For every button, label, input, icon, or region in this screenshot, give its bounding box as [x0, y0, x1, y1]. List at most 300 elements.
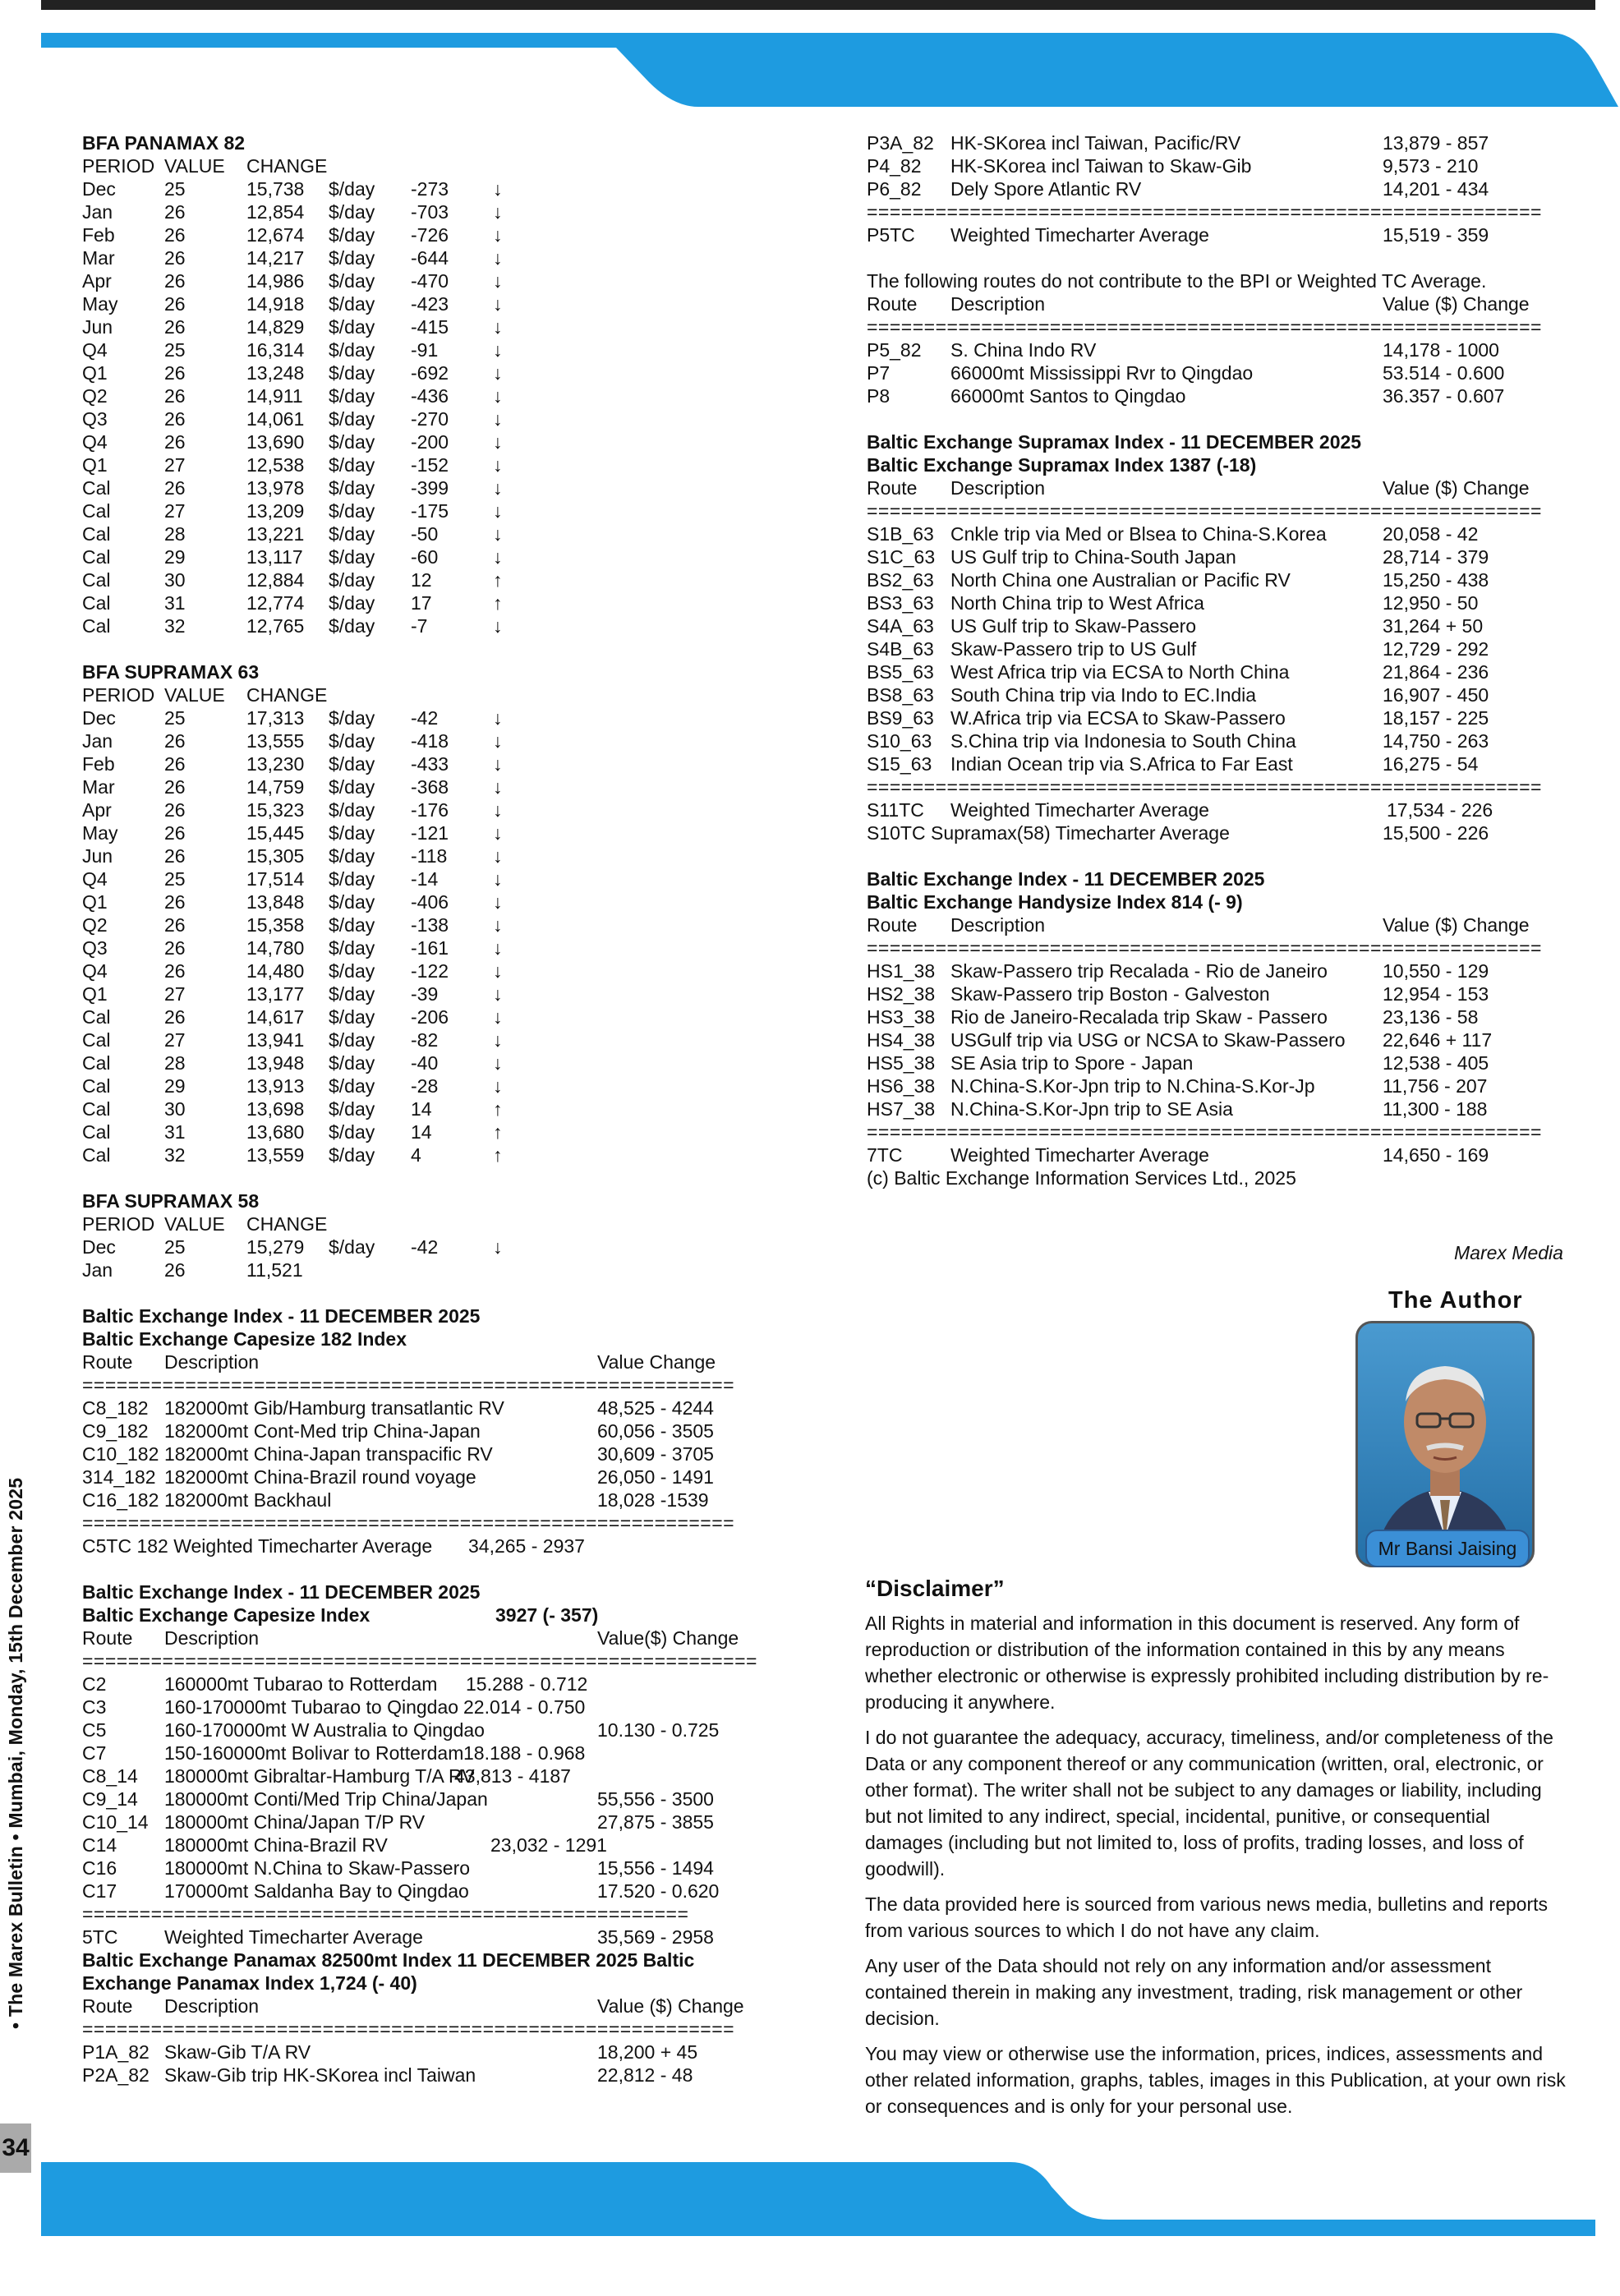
route-row: [867, 614, 1573, 637]
change: -418: [411, 730, 449, 752]
panamax-index-header: [82, 1995, 805, 2018]
period-row: [82, 706, 805, 729]
route-code: P2A_82: [82, 2064, 150, 2086]
trend-arrow-icon: ↑: [493, 1098, 503, 1120]
year: 25: [164, 339, 186, 361]
period-row: [82, 821, 805, 844]
route-value: 53.514 - 0.600: [1383, 362, 1505, 384]
side-label: [0, 1477, 33, 2128]
period: Dec: [82, 707, 116, 729]
trend-arrow-icon: ↓: [493, 753, 503, 775]
change: -368: [411, 776, 449, 798]
change: -40: [411, 1052, 439, 1074]
route-description: 66000mt Mississippi Rvr to Qingdao: [950, 362, 1254, 384]
trend-arrow-icon: ↓: [493, 1236, 503, 1258]
trend-arrow-icon: ↓: [493, 822, 503, 844]
change: -60: [411, 546, 439, 568]
avg-value: 14,650 - 169: [1383, 1144, 1489, 1166]
period-row: [82, 982, 805, 1005]
unit: $/day: [329, 868, 375, 890]
change: -726: [411, 224, 449, 246]
route-description: 170000mt Saldanha Bay to Qingdao: [164, 1880, 469, 1902]
route-value: 21,864 - 236: [1383, 661, 1489, 683]
avg-value: 17,534 - 226: [1387, 799, 1493, 821]
route-row: [867, 1005, 1573, 1028]
year: 32: [164, 615, 186, 637]
route-code: C9_182: [82, 1420, 149, 1442]
header-description: Description: [950, 477, 1046, 499]
unit: $/day: [329, 454, 375, 476]
route-description: North China trip to West Africa: [950, 592, 1204, 614]
header-route: Route: [82, 1627, 133, 1649]
trend-arrow-icon: ↓: [493, 1029, 503, 1051]
route-row: [867, 637, 1573, 660]
separator: ===========================================================: [867, 1121, 1542, 1143]
unit: $/day: [329, 753, 375, 775]
route-description: South China trip via Indo to EC.India: [950, 684, 1257, 706]
value: 17,514: [246, 868, 305, 890]
header-description: Description: [164, 1995, 260, 2017]
route-value: 12,729 - 292: [1383, 638, 1489, 660]
year: 26: [164, 385, 186, 407]
year: 26: [164, 293, 186, 315]
unit: $/day: [329, 247, 375, 269]
trend-arrow-icon: ↓: [493, 776, 503, 798]
route-row: [867, 568, 1573, 591]
period: Q4: [82, 339, 108, 361]
year: 30: [164, 569, 186, 591]
avg-code: P5TC: [867, 224, 915, 246]
panamax82-title: BFA PANAMAX 82: [82, 132, 246, 154]
route-value: 16,275 - 54: [1383, 753, 1479, 775]
route-description: 182000mt China-Brazil round voyage: [164, 1466, 476, 1488]
trend-arrow-icon: ↓: [493, 1075, 503, 1097]
year: 26: [164, 201, 186, 223]
unit: $/day: [329, 316, 375, 338]
unit: $/day: [329, 983, 375, 1005]
capesize182-header: [82, 1350, 805, 1373]
route-description: Skaw-Passero trip Recalada - Rio de Janeiro: [950, 960, 1328, 982]
route-code: C16_182: [82, 1489, 159, 1511]
period: Apr: [82, 270, 112, 292]
trend-arrow-icon: ↑: [493, 592, 503, 614]
change: -644: [411, 247, 449, 269]
author-name: Mr Bansi Jaising: [1365, 1530, 1530, 1567]
value: 14,217: [246, 247, 305, 269]
trend-arrow-icon: ↓: [493, 339, 503, 361]
unit: $/day: [329, 270, 375, 292]
year: 27: [164, 1029, 186, 1051]
period-row: [82, 568, 805, 591]
panamax-index-title-line1: Baltic Exchange Panamax 82500mt Index 11 DECEMBER 2025 Baltic: [82, 1949, 695, 1971]
left-column: [82, 131, 805, 2087]
year: 27: [164, 500, 186, 522]
value: 14,061: [246, 408, 305, 430]
trend-arrow-icon: ↓: [493, 201, 503, 223]
header-route: Route: [82, 1995, 133, 2017]
year: 31: [164, 592, 186, 614]
trend-arrow-icon: ↓: [493, 1006, 503, 1028]
period-row: [82, 453, 805, 476]
period-row: [82, 407, 805, 430]
value: 12,854: [246, 201, 305, 223]
handysize-index-header: [867, 913, 1573, 936]
period: Apr: [82, 799, 112, 821]
route-code: BS9_63: [867, 707, 934, 729]
route-value: 27,875 - 3855: [597, 1811, 714, 1833]
change: -42: [411, 1236, 439, 1258]
change: 14: [411, 1098, 432, 1120]
route-code: BS2_63: [867, 569, 934, 591]
period: Cal: [82, 1144, 111, 1166]
unit: $/day: [329, 339, 375, 361]
trend-arrow-icon: ↓: [493, 914, 503, 936]
route-row: [82, 1765, 805, 1788]
unit: $/day: [329, 385, 375, 407]
period-row: [82, 361, 805, 384]
avg-code: S11TC: [867, 799, 924, 821]
unit: $/day: [329, 730, 375, 752]
capesize-title: Baltic Exchange Index - 11 DECEMBER 2025: [82, 1581, 481, 1603]
period: Cal: [82, 523, 111, 545]
route-code: S1C_63: [867, 546, 936, 568]
unit: $/day: [329, 1121, 375, 1143]
route-value: 14,178 - 1000: [1383, 339, 1499, 361]
period-row: [82, 1143, 805, 1166]
route-description: 66000mt Santos to Qingdao: [950, 385, 1186, 407]
handysize-index-subtitle: Baltic Exchange Handysize Index 814 (- 9): [867, 891, 1243, 913]
year: 30: [164, 1098, 186, 1120]
period: Cal: [82, 1052, 111, 1074]
route-description: Indian Ocean trip via S.Africa to Far East: [950, 753, 1293, 775]
change: -692: [411, 362, 449, 384]
route-code: HS3_38: [867, 1006, 936, 1028]
value: 15,323: [246, 799, 305, 821]
unit: $/day: [329, 592, 375, 614]
trend-arrow-icon: ↓: [493, 960, 503, 982]
route-value: 23,136 - 58: [1383, 1006, 1479, 1028]
route-row: [867, 660, 1573, 683]
header-period: PERIOD: [82, 1213, 155, 1235]
year: 26: [164, 477, 186, 499]
route-code: HS1_38: [867, 960, 936, 982]
period-row: [82, 1097, 805, 1120]
avg-label: C5TC 182 Weighted Timecharter Average: [82, 1535, 433, 1557]
value: 13,848: [246, 891, 305, 913]
unit: $/day: [329, 822, 375, 844]
avg-label: Weighted Timecharter Average: [164, 1926, 423, 1948]
route-value: 11,300 - 188: [1383, 1098, 1488, 1120]
change: 17: [411, 592, 432, 614]
unit: $/day: [329, 937, 375, 959]
trend-arrow-icon: ↓: [493, 983, 503, 1005]
period: May: [82, 293, 118, 315]
route-value: 10,550 - 129: [1383, 960, 1489, 982]
period: May: [82, 822, 118, 844]
header-value: VALUE: [164, 155, 225, 177]
capesize182-title: Baltic Exchange Index - 11 DECEMBER 2025: [82, 1305, 481, 1327]
route-code: S15_63: [867, 753, 932, 775]
route-row: [867, 384, 1573, 407]
route-code: P8: [867, 385, 891, 407]
period: Cal: [82, 1075, 111, 1097]
route-row: [82, 1742, 805, 1765]
capesize-rows: [82, 1673, 805, 1903]
avg-value: 15,519 - 359: [1383, 224, 1489, 246]
year: 26: [164, 753, 186, 775]
period-row: [82, 384, 805, 407]
route-code: C14: [82, 1834, 117, 1856]
route-description: 180000mt Conti/Med Trip China/Japan: [164, 1788, 488, 1810]
change: -200: [411, 431, 449, 453]
value: 13,221: [246, 523, 305, 545]
year: 26: [164, 822, 186, 844]
header-value-change: Value ($) Change: [1383, 477, 1530, 499]
unit: $/day: [329, 914, 375, 936]
period-row: [82, 936, 805, 959]
trend-arrow-icon: ↓: [493, 224, 503, 246]
period-row: [82, 315, 805, 338]
value: 13,559: [246, 1144, 305, 1166]
route-row: [82, 1880, 805, 1903]
route-value: 18,200 + 45: [597, 2041, 698, 2063]
supramax-index-header: [867, 476, 1573, 499]
panamax-extra-rows: [867, 338, 1573, 407]
period-row: [82, 1074, 805, 1097]
marex-media-credit: Marex Media: [1454, 1242, 1563, 1263]
route-code: HS7_38: [867, 1098, 936, 1120]
period: Dec: [82, 1236, 116, 1258]
route-row: [867, 1051, 1573, 1074]
unit: $/day: [329, 1144, 375, 1166]
route-value: 12,954 - 153: [1383, 983, 1489, 1005]
route-description: 182000mt Gib/Hamburg transatlantic RV: [164, 1397, 504, 1419]
period: Q2: [82, 914, 108, 936]
capesize-header: [82, 1627, 805, 1650]
period: Jan: [82, 1259, 113, 1281]
unit: $/day: [329, 776, 375, 798]
route-row: [82, 1419, 805, 1442]
period: Dec: [82, 178, 116, 200]
change: -206: [411, 1006, 449, 1028]
period: Cal: [82, 477, 111, 499]
route-description: 180000mt N.China to Skaw-Passero: [164, 1857, 471, 1879]
route-description: 160-170000mt Tubarao to Qingdao: [164, 1696, 459, 1718]
period-row: [82, 1028, 805, 1051]
trend-arrow-icon: ↓: [493, 799, 503, 821]
change: -436: [411, 385, 449, 407]
supramax63-title: BFA SUPRAMAX 63: [82, 661, 260, 683]
unit: $/day: [329, 201, 375, 223]
value: 14,759: [246, 776, 305, 798]
period-row: [82, 1258, 805, 1281]
route-row: [82, 2041, 805, 2064]
period-row: [82, 890, 805, 913]
panamax-index-title-line2: Exchange Panamax Index 1,724 (- 40): [82, 1972, 417, 1994]
value: 14,780: [246, 937, 305, 959]
year: 25: [164, 868, 186, 890]
value: 15,358: [246, 914, 305, 936]
unit: $/day: [329, 178, 375, 200]
value: 13,698: [246, 1098, 305, 1120]
header-wave: [41, 33, 1618, 107]
route-value: 26,050 - 1491: [597, 1466, 714, 1488]
year: 26: [164, 799, 186, 821]
trend-arrow-icon: ↓: [493, 408, 503, 430]
panamax-index-rows-right: [867, 131, 1573, 200]
period: Jan: [82, 201, 113, 223]
period-row: [82, 729, 805, 752]
year: 29: [164, 1075, 186, 1097]
change: -14: [411, 868, 439, 890]
route-description: S.China trip via Indonesia to South China: [950, 730, 1296, 752]
header-description: Description: [164, 1351, 260, 1373]
year: 26: [164, 937, 186, 959]
period: Q3: [82, 408, 108, 430]
right-column: [867, 131, 1573, 1189]
header-period: PERIOD: [82, 155, 155, 177]
change: -28: [411, 1075, 439, 1097]
trend-arrow-icon: ↓: [493, 845, 503, 867]
header-value-change: Value ($) Change: [597, 1995, 744, 2017]
period: Cal: [82, 1029, 111, 1051]
avg-code: 5TC: [82, 1926, 118, 1948]
unit: $/day: [329, 1075, 375, 1097]
unit: $/day: [329, 408, 375, 430]
route-value: 18,028 -1539: [597, 1489, 709, 1511]
change: -138: [411, 914, 449, 936]
period-row: [82, 798, 805, 821]
route-code: C7: [82, 1742, 107, 1764]
value: 13,209: [246, 500, 305, 522]
trend-arrow-icon: ↓: [493, 385, 503, 407]
route-value: 15,250 - 438: [1383, 569, 1489, 591]
capesize-subtitle: [82, 1604, 805, 1627]
value: 13,117: [246, 546, 303, 568]
route-row: [867, 959, 1573, 982]
panamax82-table: [82, 154, 805, 637]
author-portrait-image: [1358, 1323, 1532, 1565]
change: -50: [411, 523, 439, 545]
separator: ===========================================================: [867, 776, 1542, 798]
year: 29: [164, 546, 186, 568]
route-row: [867, 1028, 1573, 1051]
change: -270: [411, 408, 449, 430]
route-row: [82, 1788, 805, 1811]
handysize-index-title: Baltic Exchange Index - 11 DECEMBER 2025: [867, 868, 1265, 890]
disclaimer-title: “Disclaimer”: [865, 1576, 1005, 1601]
value: 13,690: [246, 431, 305, 453]
avg-label: Weighted Timecharter Average: [950, 799, 1209, 821]
unit: $/day: [329, 293, 375, 315]
route-description: US Gulf trip to China-South Japan: [950, 546, 1236, 568]
unit: $/day: [329, 1236, 375, 1258]
route-description: Rio de Janeiro-Recalada trip Skaw - Passero: [950, 1006, 1328, 1028]
trend-arrow-icon: ↑: [493, 1144, 503, 1166]
capesize-index-name: Baltic Exchange Capesize Index: [82, 1604, 370, 1626]
disclaimer: [865, 1576, 1572, 2128]
trend-arrow-icon: ↓: [493, 293, 503, 315]
period: Cal: [82, 569, 111, 591]
value: 14,918: [246, 293, 305, 315]
route-value: 36.357 - 0.607: [1383, 385, 1505, 407]
period: Q1: [82, 983, 108, 1005]
trend-arrow-icon: ↓: [493, 868, 503, 890]
route-row: [867, 982, 1573, 1005]
trend-arrow-icon: ↓: [493, 707, 503, 729]
page-number: 34: [0, 2123, 31, 2173]
year: 26: [164, 730, 186, 752]
header-description: Description: [950, 914, 1046, 936]
change: 4: [411, 1144, 421, 1166]
value: 14,829: [246, 316, 305, 338]
trend-arrow-icon: ↓: [493, 178, 503, 200]
year: 27: [164, 454, 186, 476]
unit: $/day: [329, 477, 375, 499]
route-row: [82, 2064, 805, 2087]
route-code: P7: [867, 362, 891, 384]
header-value-change: Value($) Change: [597, 1627, 739, 1649]
value: 13,248: [246, 362, 305, 384]
trend-arrow-icon: ↓: [493, 362, 503, 384]
panamax-note: The following routes do not contribute to the BPI or Weighted TC Average.: [867, 270, 1487, 292]
period-row: [82, 1051, 805, 1074]
route-value: 13,879 - 857: [1383, 132, 1489, 154]
unit: $/day: [329, 224, 375, 246]
period: Jun: [82, 316, 113, 338]
change: -161: [411, 937, 449, 959]
route-row: [867, 591, 1573, 614]
period-row: [82, 338, 805, 361]
route-row: [82, 1442, 805, 1465]
route-value: 60,056 - 3505: [597, 1420, 714, 1442]
year: 26: [164, 316, 186, 338]
route-code: S10_63: [867, 730, 932, 752]
year: 26: [164, 776, 186, 798]
avg-code: 7TC: [867, 1144, 903, 1166]
route-code: C16: [82, 1857, 117, 1879]
header-period: PERIOD: [82, 684, 155, 706]
unit: $/day: [329, 1098, 375, 1120]
trend-arrow-icon: ↓: [493, 615, 503, 637]
change: -433: [411, 753, 449, 775]
route-value: 30,609 - 3705: [597, 1443, 714, 1465]
separator: ===========================================================: [867, 201, 1542, 223]
route-value: 22,812 - 48: [597, 2064, 693, 2086]
header-description: Description: [950, 293, 1046, 315]
route-row: [867, 1074, 1573, 1097]
disclaimer-paragraph: All Rights in material and information in this document is reserved. Any form of reproduction or distribution of the information contained in this by any means whether electronic or otherwise is expressly prohibited including distribution by re- producing it anywhere.: [865, 1613, 1549, 1713]
footer-wave: [41, 2162, 1595, 2236]
period-row: [82, 476, 805, 499]
supramax-index-title: Baltic Exchange Supramax Index - 11 DECEMBER 2025: [867, 431, 1362, 453]
route-value: 15.288 - 0.712: [466, 1673, 588, 1695]
period-row: [82, 522, 805, 545]
trend-arrow-icon: ↓: [493, 500, 503, 522]
route-row: [82, 1673, 805, 1696]
value: 13,941: [246, 1029, 305, 1051]
route-row: [82, 1834, 805, 1857]
value: 14,617: [246, 1006, 305, 1028]
header-value-change: Value ($) Change: [1383, 293, 1530, 315]
trend-arrow-icon: ↓: [493, 1052, 503, 1074]
year: 26: [164, 845, 186, 867]
route-description: 180000mt China-Brazil RV: [164, 1834, 388, 1856]
trend-arrow-icon: ↓: [493, 730, 503, 752]
year: 25: [164, 178, 186, 200]
period-table-header: [82, 683, 805, 706]
period-row: [82, 545, 805, 568]
